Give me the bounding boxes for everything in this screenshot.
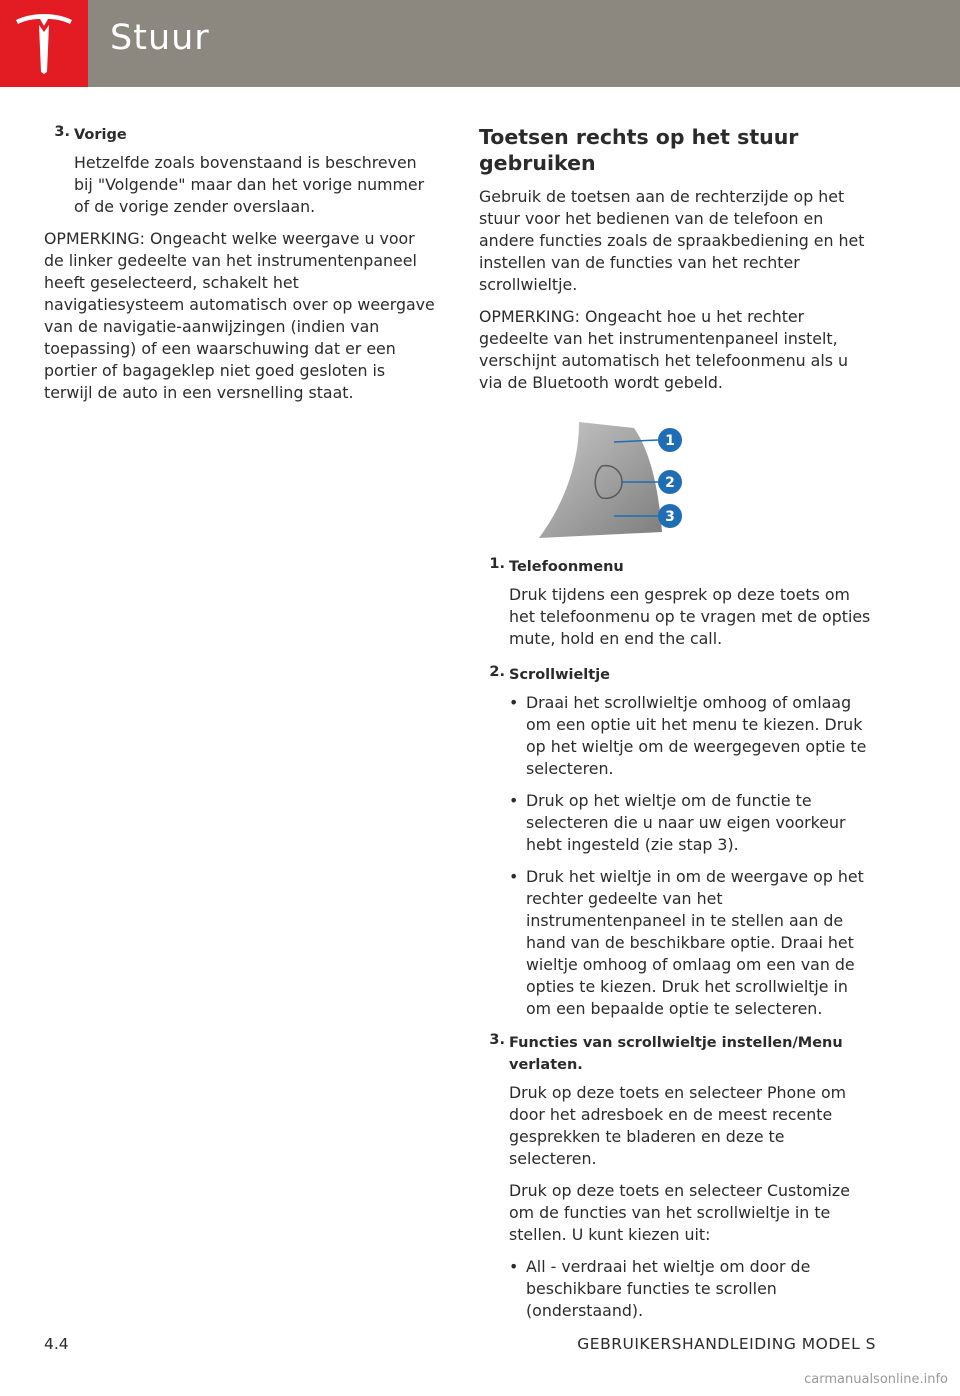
button-panel-shape <box>539 422 662 538</box>
item-title: Vorige <box>74 127 127 143</box>
bullet-item: • Druk op het wieltje om de functie te selecteren die u naar uw eigen voorkeur hebt ingesteld (zie stap 3). <box>509 790 871 856</box>
left-column <box>44 124 436 414</box>
callout-label-1: 1 <box>665 433 675 449</box>
item-text: Hetzelfde zoals bovenstaand is beschreven bij "Volgende" maar dan het vorige nummer of de vorige zender overslaan. <box>74 153 425 216</box>
callout-label-2: 2 <box>665 475 675 491</box>
tesla-t-icon <box>14 12 74 74</box>
steering-wheel-buttons-illustration <box>534 414 714 544</box>
note-text: OPMERKING: Ongeacht hoe u het rechter gedeelte van het instrumentenpaneel instelt, verschijnt automatisch het telefoonmenu als u via de Bluetooth wordt gebeld. <box>479 307 848 392</box>
item-title: Telefoonmenu <box>509 559 624 575</box>
item-text: Druk tijdens een gesprek op deze toets om het telefoonmenu op te vragen met de opties mute, hold en end the call. <box>509 585 871 648</box>
list-item-telefoonmenu <box>479 556 871 650</box>
bullet-item: • Druk het wieltje in om de weergave op het rechter gedeelte van het instrumentenpaneel in te stellen aan de hand van de beschikbare optie. Draai het wieltje omhoog of omlaag om een van de opties te kiezen. Druk het scrollwieltje in om een bepaalde optie te selecteren. <box>509 866 871 1020</box>
list-item-functies <box>479 1032 871 1322</box>
note-text: OPMERKING: Ongeacht welke weergave u voor de linker gedeelte van het instrumentenpaneel heeft geselecteerd, schakelt het navigatiesysteem automatisch over op weergave van de navigatie-aanwijzingen (indien van toepassing) of een waarschuwing dat er een portier of bagageklep niet goed gesloten is terwijl de auto in een versnelling staat. <box>44 229 435 402</box>
right-column <box>479 124 871 1332</box>
item-number: 1. <box>489 556 505 572</box>
item-number: 2. <box>489 664 505 680</box>
page-header <box>0 0 960 87</box>
bullet-list <box>509 692 871 1020</box>
item-number: 3. <box>489 1032 505 1048</box>
item-number: 3. <box>54 124 70 140</box>
item-text: Druk op deze toets en selecteer Customize om de functies van het scrollwieltje in te stellen. U kunt kiezen uit: <box>509 1181 850 1244</box>
tesla-logo <box>0 0 88 87</box>
watermark: carmanualsonline.info <box>804 1372 948 1387</box>
steering-buttons-figure <box>534 414 714 544</box>
section-heading: Toetsen rechts op het stuur gebruiken <box>479 125 799 175</box>
item-title: Functies van scrollwieltje instellen/Menu verlaten. <box>509 1035 843 1073</box>
page-number: 4.4 <box>44 1335 69 1353</box>
bullet-item: • All - verdraai het wieltje om door de beschikbare functies te scrollen (onderstaand). <box>509 1256 871 1322</box>
bullet-list <box>509 1256 871 1322</box>
item-text: Druk op deze toets en selecteer Phone om door het adresboek en de meest recente gesprekken te bladeren en deze te selecteren. <box>509 1083 847 1168</box>
callout-label-3: 3 <box>665 509 675 525</box>
page-title: Stuur <box>110 18 210 58</box>
item-title: Scrollwieltje <box>509 667 610 683</box>
intro-text: Gebruik de toetsen aan de rechterzijde op het stuur voor het bedienen van de telefoon en andere functies zoals de spraakbediening en het instellen van de functies van het rechter scrollwieltje. <box>479 187 865 294</box>
manual-title: GEBRUIKERSHANDLEIDING MODEL S <box>577 1335 876 1353</box>
list-item-vorige <box>44 124 436 218</box>
list-item-scrollwieltje <box>479 664 871 1020</box>
bullet-item: • Draai het scrollwieltje omhoog of omlaag om een optie uit het menu te kiezen. Druk op het wieltje om de weergegeven optie te selecteren. <box>509 692 871 780</box>
